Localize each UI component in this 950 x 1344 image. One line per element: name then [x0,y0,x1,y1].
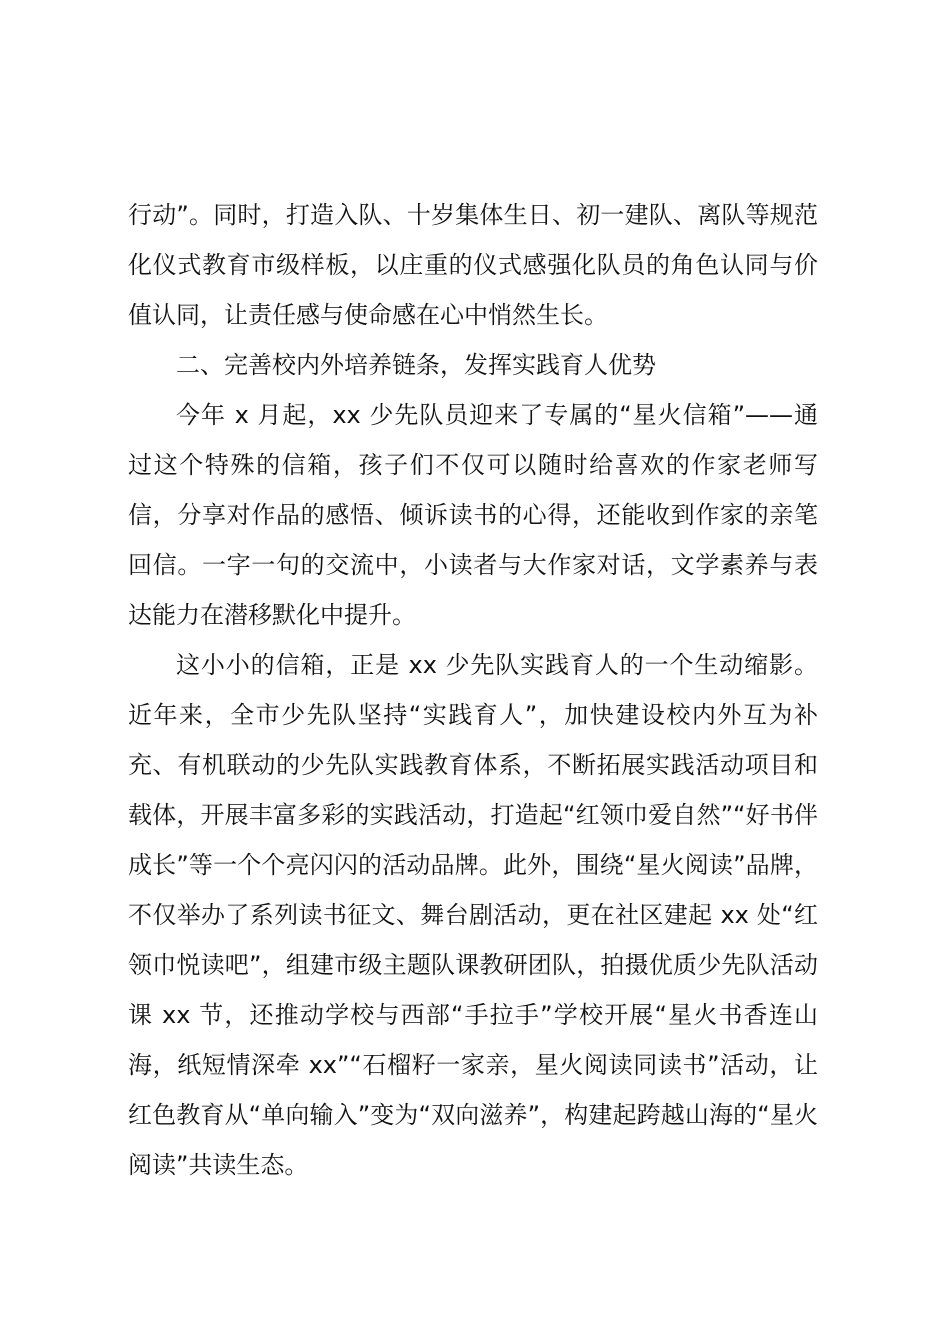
paragraph-star-mailbox: 今年 x 月起，xx 少先队员迎来了专属的“星火信箱”——通过这个特殊的信箱，孩子们不仅可以随时给喜欢的作家老师写信，分享对作品的感悟、倾诉读书的心得，还能收到作家的亲笔回信。一字一句的交流中，小读者与大作家对话，文学素养与表达能力在潜移默化中提升。 [128,401,818,629]
document-body [128,190,818,1190]
section-heading: 二、完善校内外培养链条，发挥实践育人优势 [176,351,656,379]
paragraph-continuation: 行动”。同时，打造入队、十岁集体生日、初一建队、离队等规范化仪式教育市级样板，以庄重的仪式感强化队员的角色认同与价值认同，让责任感与使命感在心中悄然生长。 [128,201,818,329]
paragraph-practice-education: 这小小的信箱，正是 xx 少先队实践育人的一个生动缩影。近年来，全市少先队坚持“实践育人”，加快建设校内外互为补充、有机联动的少先队实践教育体系，不断拓展实践活动项目和载体，开展丰富多彩的实践活动，打造起“红领巾爱自然”“好书伴成长”等一个个亮闪闪的活动品牌。此外，围绕“星火阅读”品牌，不仅举办了系列读书征文、舞台剧活动，更在社区建起 xx 处“红领巾悦读吧”，组建市级主题队课教研团队，拍摄优质少先队活动课 xx 节，还推动学校与西部“手拉手”学校开展“星火书香连山海，纸短情深牵 xx”“石榴籽一家亲，星火阅读同读书”活动，让红色教育从“单向输入”变为“双向滋养”，构建起跨越山海的“星火阅读”共读生态。 [128,651,818,1179]
